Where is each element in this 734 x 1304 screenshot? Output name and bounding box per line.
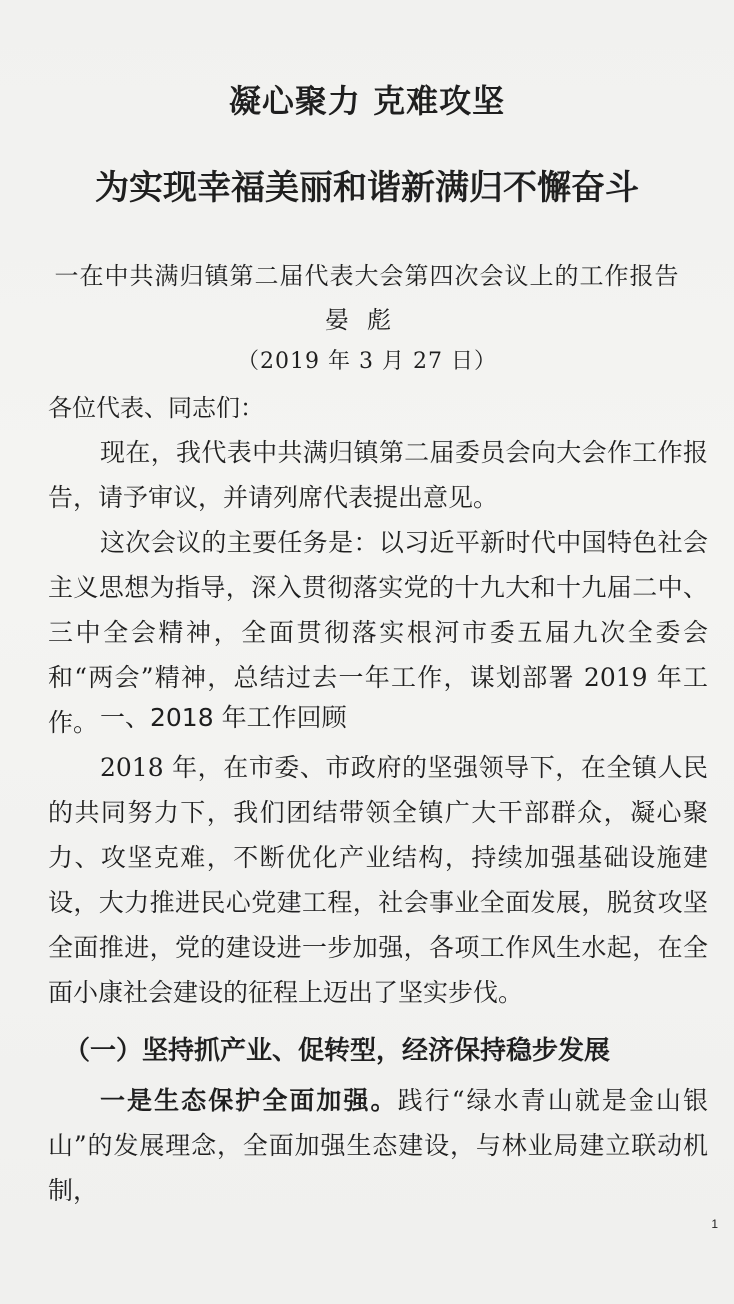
paragraph-report-intro: 现在，我代表中共满归镇第二届委员会向大会作工作报告，请予审议，并请列席代表提出意见。 bbox=[48, 438, 708, 512]
paragraph-meeting-task: 这次会议的主要任务是：以习近平新时代中国特色社会主义思想为指导，深入贯彻落实党的十九大和十九届二中、三中全会精神，全面贯彻落实根河市委五届九次全委会和“两会”精神，总结过去一年工作，谋划部署 2019 年工作。 bbox=[48, 528, 708, 737]
paragraph-lead: 一是生态保护全面加强。 bbox=[100, 1086, 398, 1115]
section-heading: 一、2018 年工作回顾 bbox=[100, 703, 347, 732]
report-date: （2019 年 3 月 27 日） bbox=[237, 349, 497, 374]
page-number: 1 bbox=[711, 1217, 718, 1231]
paragraph-body: 践行“绿水青山就是金山银山”的发展理念，全面加强生态建设，与林业局建立联动机制， bbox=[48, 1086, 708, 1205]
document-title-line-1: 凝心聚力 克难攻坚 bbox=[228, 82, 506, 120]
greeting: 各位代表、同志们： bbox=[48, 394, 264, 422]
paragraph-ecology bbox=[48, 1078, 708, 1213]
subsection-heading: （一）坚持抓产业、促转型，经济保持稳步发展 bbox=[64, 1036, 611, 1066]
author-name: 晏彪 bbox=[325, 306, 409, 334]
report-subtitle: 一在中共满归镇第二届代表大会第四次会议上的工作报告 bbox=[54, 262, 680, 290]
document-title-line-2: 为实现幸福美丽和谐新满归不懈奋斗 bbox=[95, 168, 639, 208]
paragraph-2018-review: 2018 年，在市委、市政府的坚强领导下，在全镇人民的共同努力下，我们团结带领全镇广大干部群众，凝心聚力、攻坚克难，不断优化产业结构，持续加强基础设施建设，大力推进民心党建工程，社会事业全面发展，脱贫攻坚全面推进，党的建设进一步加强，各项工作风生水起，在全面小康社会建设的征程上迈出了坚实步伐。 bbox=[48, 753, 708, 1007]
